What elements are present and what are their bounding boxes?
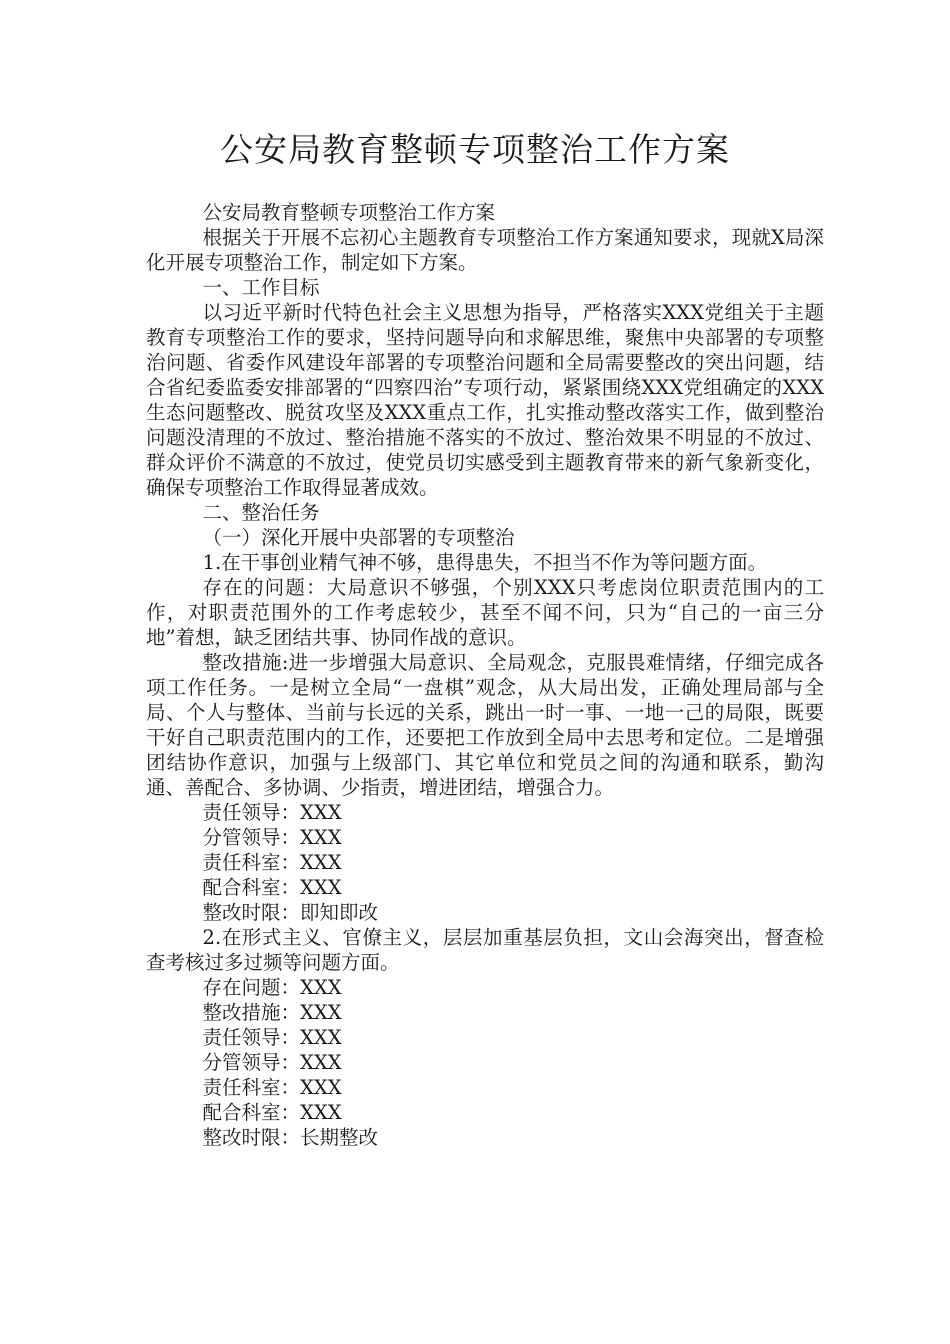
field-deadline-2: 整改时限：长期整改 — [202, 1126, 379, 1149]
field-problems-2: 存在问题：XXX — [202, 976, 342, 999]
subsection-heading: （一）深化开展中央部署的专项整治 — [202, 526, 515, 549]
field-responsible-leader-2: 责任领导：XXX — [202, 1026, 342, 1049]
field-cooperating-office-1: 配合科室：XXX — [202, 876, 342, 899]
field-responsible-office-1: 责任科室：XXX — [202, 851, 342, 874]
item-heading-1: 1.在干事创业精气神不够，患得患失，不担当不作为等问题方面。 — [202, 551, 768, 574]
section-heading-tasks: 二、整治任务 — [202, 501, 320, 524]
paragraph-goals: 以习近平新时代特色社会主义思想为指导，严格落实XXX党组关于主题教育专项整治工作的要求，坚持问题导向和求解思维，聚焦中央部署的专项整治问题、省委作风建设年部署的专项整治问题和全局需要整改的突出问题，结合省纪委监委安排部署的“四察四治”专项行动，紧紧围绕XXX党组确定的XXX生态问题整改、脱贫攻坚及XXX重点工作，扎实推动整改落实工作，做到整治问题没清理的不放过、整治措施不落实的不放过、整治效果不明显的不放过、群众评价不满意的不放过，使党员切实感受到主题教育带来的新气象新变化，确保专项整治工作取得显著成效。 — [146, 301, 824, 499]
paragraph-problems-1: 存在的问题：大局意识不够强，个别XXX只考虑岗位职责范围内的工作，对职责范围外的工作考虑较少，甚至不闻不问，只为“自己的一亩三分地”着想，缺乏团结共事、协同作战的意识。 — [146, 576, 824, 649]
field-measures-2: 整改措施：XXX — [202, 1001, 342, 1024]
item-heading-2: 2.在形式主义、官僚主义，层层加重基层负担，文山会海突出，督查检查考核过多过频等问题方面。 — [146, 926, 824, 974]
paragraph-measures-1: 整改措施:进一步增强大局意识、全局观念，克服畏难情绪，仔细完成各项工作任务。一是树立全局“一盘棋”观念，从大局出发，正确处理局部与全局、个人与整体、当前与长远的关系，跳出一时一事、一地一己的局限，既要干好自己职责范围内的工作，还要把工作放到全局中去思考和定位。二是增强团结协作意识，加强与上级部门、其它单位和党员之间的沟通和联系，勤沟通、善配合、多协调、少指责，增进团结，增强合力。 — [146, 651, 824, 799]
paragraph-intro: 根据关于开展不忘初心主题教育专项整治工作方案通知要求，现就X局深化开展专项整治工作，制定如下方案。 — [146, 226, 824, 274]
field-responsible-office-2: 责任科室：XXX — [202, 1076, 342, 1099]
field-responsible-leader-1: 责任领导：XXX — [202, 801, 342, 824]
paragraph-subtitle: 公安局教育整顿专项整治工作方案 — [202, 201, 496, 224]
field-cooperating-office-2: 配合科室：XXX — [202, 1101, 342, 1124]
field-supervising-leader-1: 分管领导：XXX — [202, 826, 342, 849]
document-body — [146, 200, 824, 1150]
field-supervising-leader-2: 分管领导：XXX — [202, 1051, 342, 1074]
section-heading-goals: 一、工作目标 — [202, 276, 320, 299]
field-deadline-1: 整改时限：即知即改 — [202, 901, 379, 924]
document-title: 公安局教育整顿专项整治工作方案 — [220, 130, 730, 169]
